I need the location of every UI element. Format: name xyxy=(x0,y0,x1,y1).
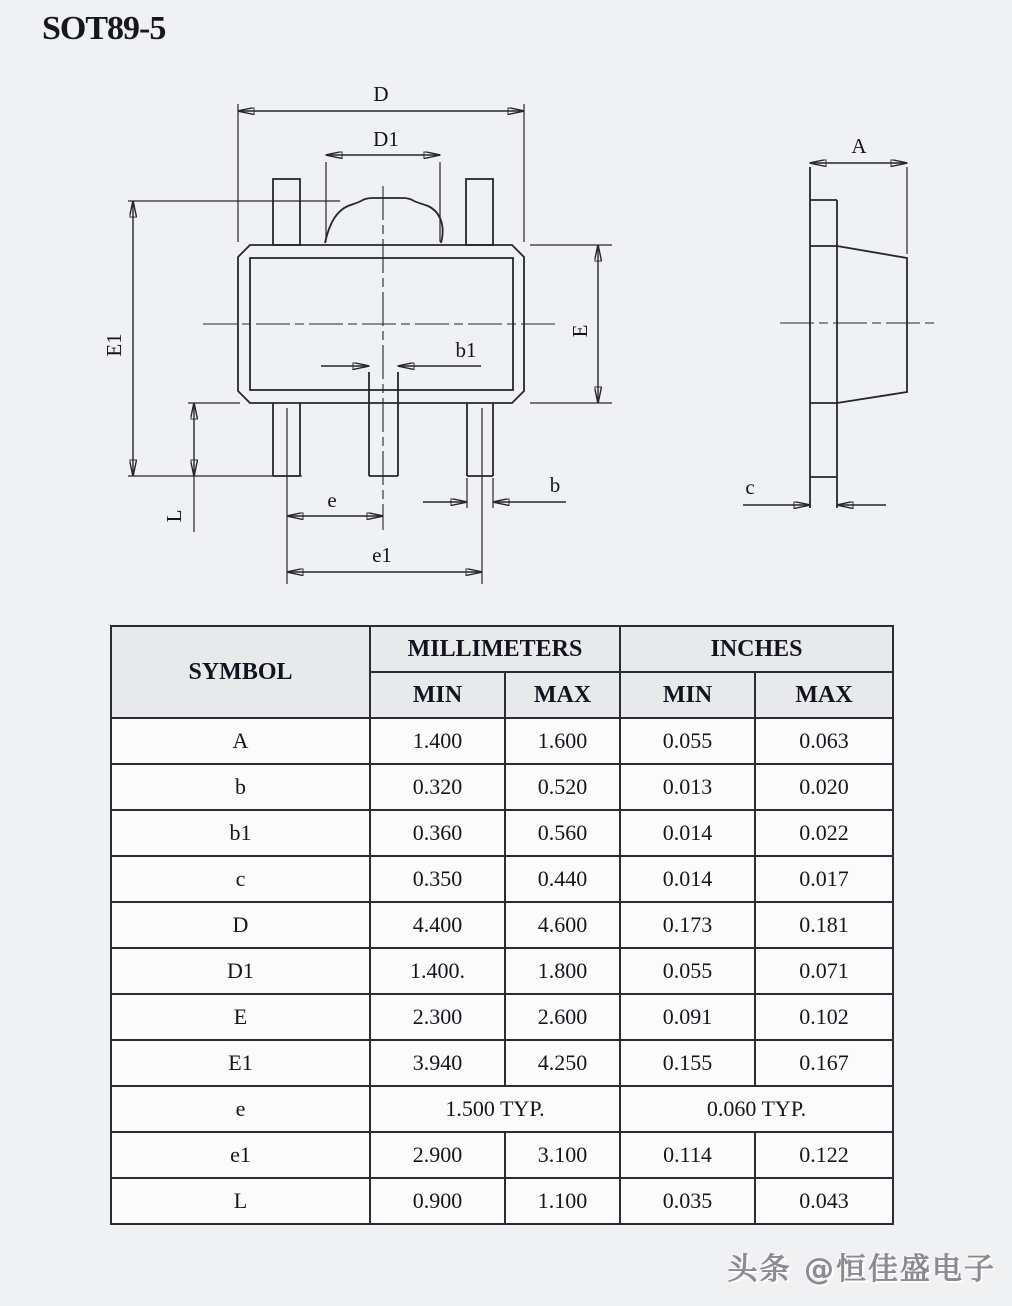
value-cell: 2.900 xyxy=(370,1132,505,1178)
table-row xyxy=(111,810,893,856)
value-cell: 4.400 xyxy=(370,902,505,948)
value-cell: 0.173 xyxy=(620,902,755,948)
mm-min-header: MIN xyxy=(370,672,505,718)
mm-max-header: MAX xyxy=(505,672,620,718)
symbol-cell: b1 xyxy=(111,810,370,856)
value-cell: 0.320 xyxy=(370,764,505,810)
symbol-cell: A xyxy=(111,718,370,764)
value-cell: 3.940 xyxy=(370,1040,505,1086)
watermark: 头条 @恒佳盛电子 xyxy=(727,1252,996,1287)
table-row xyxy=(111,1040,893,1086)
value-cell: 2.600 xyxy=(505,994,620,1040)
dim-L xyxy=(162,403,240,532)
dimension-table xyxy=(110,625,894,1225)
value-cell: 0.102 xyxy=(755,994,893,1040)
value-cell: 1.800 xyxy=(505,948,620,994)
value-cell: 0.350 xyxy=(370,856,505,902)
symbol-col-header: SYMBOL xyxy=(111,626,370,718)
dim-label-E1: E1 xyxy=(102,333,126,357)
value-cell-span: 0.060 TYP. xyxy=(620,1086,893,1132)
value-cell: 0.360 xyxy=(370,810,505,856)
millimeters-group-header: MILLIMETERS xyxy=(370,626,620,672)
symbol-cell: E1 xyxy=(111,1040,370,1086)
value-cell: 0.035 xyxy=(620,1178,755,1224)
symbol-cell: e1 xyxy=(111,1132,370,1178)
value-cell: 0.014 xyxy=(620,856,755,902)
value-cell: 4.250 xyxy=(505,1040,620,1086)
symbol-cell: D xyxy=(111,902,370,948)
table-header-row-groups xyxy=(111,626,893,672)
value-cell: 0.122 xyxy=(755,1132,893,1178)
value-cell: 0.167 xyxy=(755,1040,893,1086)
top-pin-right xyxy=(466,179,493,245)
value-cell: 0.014 xyxy=(620,810,755,856)
value-cell: 0.071 xyxy=(755,948,893,994)
package-outline-drawing xyxy=(0,0,1012,620)
table-row xyxy=(111,994,893,1040)
value-cell: 0.022 xyxy=(755,810,893,856)
dim-label-c: c xyxy=(745,475,755,499)
symbol-cell: E xyxy=(111,994,370,1040)
value-cell: 0.440 xyxy=(505,856,620,902)
package-top-view xyxy=(203,179,558,530)
dim-A xyxy=(810,134,907,254)
table-row xyxy=(111,764,893,810)
value-cell: 0.055 xyxy=(620,948,755,994)
inches-group-header: INCHES xyxy=(620,626,893,672)
value-cell: 0.017 xyxy=(755,856,893,902)
symbol-cell: e xyxy=(111,1086,370,1132)
value-cell: 0.055 xyxy=(620,718,755,764)
dim-e1 xyxy=(287,408,482,584)
table-row xyxy=(111,1132,893,1178)
value-cell: 0.900 xyxy=(370,1178,505,1224)
table-row xyxy=(111,718,893,764)
heat-tab xyxy=(325,198,443,243)
value-cell: 0.520 xyxy=(505,764,620,810)
symbol-cell: D1 xyxy=(111,948,370,994)
symbol-cell: b xyxy=(111,764,370,810)
value-cell: 0.114 xyxy=(620,1132,755,1178)
dim-b xyxy=(423,473,566,508)
table-row xyxy=(111,948,893,994)
dim-label-b: b xyxy=(549,473,561,497)
dim-label-e: e xyxy=(327,488,337,512)
page-title: SOT89-5 xyxy=(42,10,166,47)
value-cell: 1.100 xyxy=(505,1178,620,1224)
symbol-cell: c xyxy=(111,856,370,902)
value-cell: 1.400. xyxy=(370,948,505,994)
dim-label-D1: D1 xyxy=(373,127,399,151)
dim-c xyxy=(743,475,886,505)
value-cell: 0.043 xyxy=(755,1178,893,1224)
value-cell: 0.181 xyxy=(755,902,893,948)
dim-D1 xyxy=(326,127,440,242)
table-row xyxy=(111,1086,893,1132)
value-cell: 0.020 xyxy=(755,764,893,810)
dim-D xyxy=(238,82,524,242)
in-min-header: MIN xyxy=(620,672,755,718)
dim-E1 xyxy=(102,201,340,476)
value-cell: 0.560 xyxy=(505,810,620,856)
dim-label-E: E xyxy=(568,324,592,338)
table-row xyxy=(111,902,893,948)
table-row xyxy=(111,1178,893,1224)
symbol-cell: L xyxy=(111,1178,370,1224)
value-cell: 0.155 xyxy=(620,1040,755,1086)
value-cell: 4.600 xyxy=(505,902,620,948)
dim-b1 xyxy=(321,338,481,366)
dim-label-A: A xyxy=(851,134,867,158)
value-cell: 0.091 xyxy=(620,994,755,1040)
value-cell: 0.013 xyxy=(620,764,755,810)
value-cell: 1.400 xyxy=(370,718,505,764)
value-cell: 3.100 xyxy=(505,1132,620,1178)
dim-label-e1: e1 xyxy=(372,543,392,567)
table-row xyxy=(111,856,893,902)
dim-label-D: D xyxy=(373,82,389,106)
value-cell: 1.600 xyxy=(505,718,620,764)
value-cell: 2.300 xyxy=(370,994,505,1040)
in-max-header: MAX xyxy=(755,672,893,718)
package-side-view xyxy=(780,167,937,508)
value-cell: 0.063 xyxy=(755,718,893,764)
dim-label-b1: b1 xyxy=(455,338,477,362)
value-cell-span: 1.500 TYP. xyxy=(370,1086,620,1132)
dim-label-L: L xyxy=(162,509,186,523)
top-pin-left xyxy=(273,179,300,245)
